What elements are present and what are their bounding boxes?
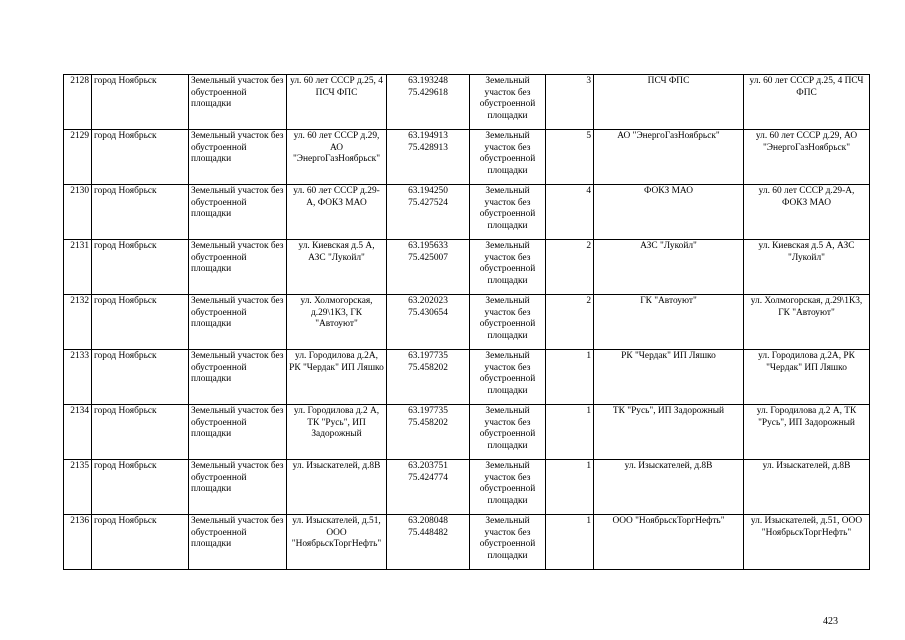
row-number-cell: 2134 [64,405,92,460]
coordinates-cell [387,405,470,460]
owner-cell: ТК "Русь", ИП Задорожный [594,405,744,460]
location-cell: ул. Городилова д.2А, РК "Чердак" ИП Ляшко [744,350,870,405]
container-count-cell: 1 [546,460,594,515]
site-kind-cell: Земельный участок без обустроенной площадки [470,460,546,515]
site-type-cell: Земельный участок без обустроенной площадки [189,130,287,185]
location-cell: ул. 60 лет СССР д.25, 4 ПСЧ ФПС [744,75,870,130]
container-count-cell: 2 [546,295,594,350]
city-cell: город Ноябрьск [92,130,189,185]
owner-cell: ПСЧ ФПС [594,75,744,130]
address-cell: ул. 60 лет СССР д.29, АО "ЭнергоГазНоябрьск" [287,130,387,185]
row-number-cell: 2128 [64,75,92,130]
site-kind-cell: Земельный участок без обустроенной площадки [470,75,546,130]
owner-cell: ФОКЗ МАО [594,185,744,240]
row-number-cell: 2135 [64,460,92,515]
site-type-cell: Земельный участок без обустроенной площадки [189,350,287,405]
site-type-cell: Земельный участок без обустроенной площадки [189,405,287,460]
location-cell: ул. Киевская д.5 А, АЗС "Лукойл" [744,240,870,295]
site-type-cell: Земельный участок без обустроенной площадки [189,460,287,515]
latitude: 63.197735 [408,351,448,361]
site-type-cell: Земельный участок без обустроенной площадки [189,75,287,130]
site-kind-cell: Земельный участок без обустроенной площадки [470,130,546,185]
latitude: 63.208048 [408,516,448,526]
coordinates-cell [387,185,470,240]
longitude: 75.427524 [408,197,448,208]
coordinates-cell [387,515,470,570]
registry-rows [64,75,870,570]
city-cell: город Ноябрьск [92,405,189,460]
location-cell: ул. 60 лет СССР д.29, АО "ЭнергоГазНоябрьск" [744,130,870,185]
address-cell: ул. Изыскателей, д.8В [287,460,387,515]
longitude: 75.458202 [408,417,448,428]
latitude: 63.197735 [408,406,448,416]
table-row [64,350,870,405]
owner-cell: АЗС "Лукойл" [594,240,744,295]
table-row [64,185,870,240]
coordinates-cell [387,75,470,130]
coordinates-cell [387,295,470,350]
latitude: 63.195633 [408,241,448,251]
row-number-cell: 2131 [64,240,92,295]
site-kind-cell: Земельный участок без обустроенной площадки [470,350,546,405]
container-count-cell: 4 [546,185,594,240]
site-kind-cell: Земельный участок без обустроенной площадки [470,240,546,295]
address-cell: ул. Изыскателей, д.51, ООО "НоябрьскТоргНефть" [287,515,387,570]
longitude: 75.429618 [408,87,448,98]
site-type-cell: Земельный участок без обустроенной площадки [189,295,287,350]
owner-cell: ООО "НоябрьскТоргНефть" [594,515,744,570]
city-cell: город Ноябрьск [92,240,189,295]
container-count-cell: 5 [546,130,594,185]
row-number-cell: 2130 [64,185,92,240]
city-cell: город Ноябрьск [92,460,189,515]
latitude: 63.193248 [408,76,448,86]
row-number-cell: 2129 [64,130,92,185]
owner-cell: ул. Изыскателей, д.8В [594,460,744,515]
container-count-cell: 1 [546,350,594,405]
city-cell: город Ноябрьск [92,185,189,240]
city-cell: город Ноябрьск [92,295,189,350]
site-type-cell: Земельный участок без обустроенной площадки [189,185,287,240]
latitude: 63.194250 [408,186,448,196]
container-count-cell: 2 [546,240,594,295]
longitude: 75.425007 [408,252,448,263]
city-cell: город Ноябрьск [92,75,189,130]
location-cell: ул. 60 лет СССР д.29-А, ФОКЗ МАО [744,185,870,240]
table-row [64,240,870,295]
latitude: 63.203751 [408,461,448,471]
table-row [64,405,870,460]
latitude: 63.194913 [408,131,448,141]
latitude: 63.202023 [408,296,448,306]
coordinates-cell [387,240,470,295]
coordinates-cell [387,350,470,405]
site-kind-cell: Земельный участок без обустроенной площадки [470,295,546,350]
row-number-cell: 2136 [64,515,92,570]
city-cell: город Ноябрьск [92,515,189,570]
address-cell: ул. 60 лет СССР д.25, 4 ПСЧ ФПС [287,75,387,130]
longitude: 75.448482 [408,527,448,538]
site-kind-cell: Земельный участок без обустроенной площадки [470,405,546,460]
row-number-cell: 2132 [64,295,92,350]
longitude: 75.424774 [408,472,448,483]
address-cell: ул. Городилова д.2 А, ТК "Русь", ИП Задорожный [287,405,387,460]
owner-cell: ГК "Автоуют" [594,295,744,350]
address-cell: ул. Городилова д.2А, РК "Чердак" ИП Ляшко [287,350,387,405]
page-number: 423 [823,616,838,627]
owner-cell: АО "ЭнергоГазНоябрьск" [594,130,744,185]
longitude: 75.458202 [408,362,448,373]
location-cell: ул. Городилова д.2 А, ТК "Русь", ИП Задорожный [744,405,870,460]
table-row [64,130,870,185]
coordinates-cell [387,130,470,185]
address-cell: ул. Киевская д.5 А, АЗС "Лукойл" [287,240,387,295]
location-cell: ул. Холмогорская, д.29\1К3, ГК "Автоуют" [744,295,870,350]
coordinates-cell [387,460,470,515]
location-cell: ул. Изыскателей, д.8В [744,460,870,515]
longitude: 75.430654 [408,307,448,318]
longitude: 75.428913 [408,142,448,153]
table-row [64,295,870,350]
owner-cell: РК "Чердак" ИП Ляшко [594,350,744,405]
location-cell: ул. Изыскателей, д.51, ООО "НоябрьскТоргНефть" [744,515,870,570]
container-count-cell: 1 [546,515,594,570]
site-type-cell: Земельный участок без обустроенной площадки [189,240,287,295]
table-row [64,515,870,570]
table-row [64,75,870,130]
registry-table [63,74,870,570]
address-cell: ул. 60 лет СССР д.29-А, ФОКЗ МАО [287,185,387,240]
site-kind-cell: Земельный участок без обустроенной площадки [470,185,546,240]
row-number-cell: 2133 [64,350,92,405]
table-row [64,460,870,515]
container-count-cell: 3 [546,75,594,130]
container-count-cell: 1 [546,405,594,460]
site-kind-cell: Земельный участок без обустроенной площадки [470,515,546,570]
address-cell: ул. Холмогорская, д.29\1К3, ГК "Автоуют" [287,295,387,350]
site-type-cell: Земельный участок без обустроенной площадки [189,515,287,570]
city-cell: город Ноябрьск [92,350,189,405]
